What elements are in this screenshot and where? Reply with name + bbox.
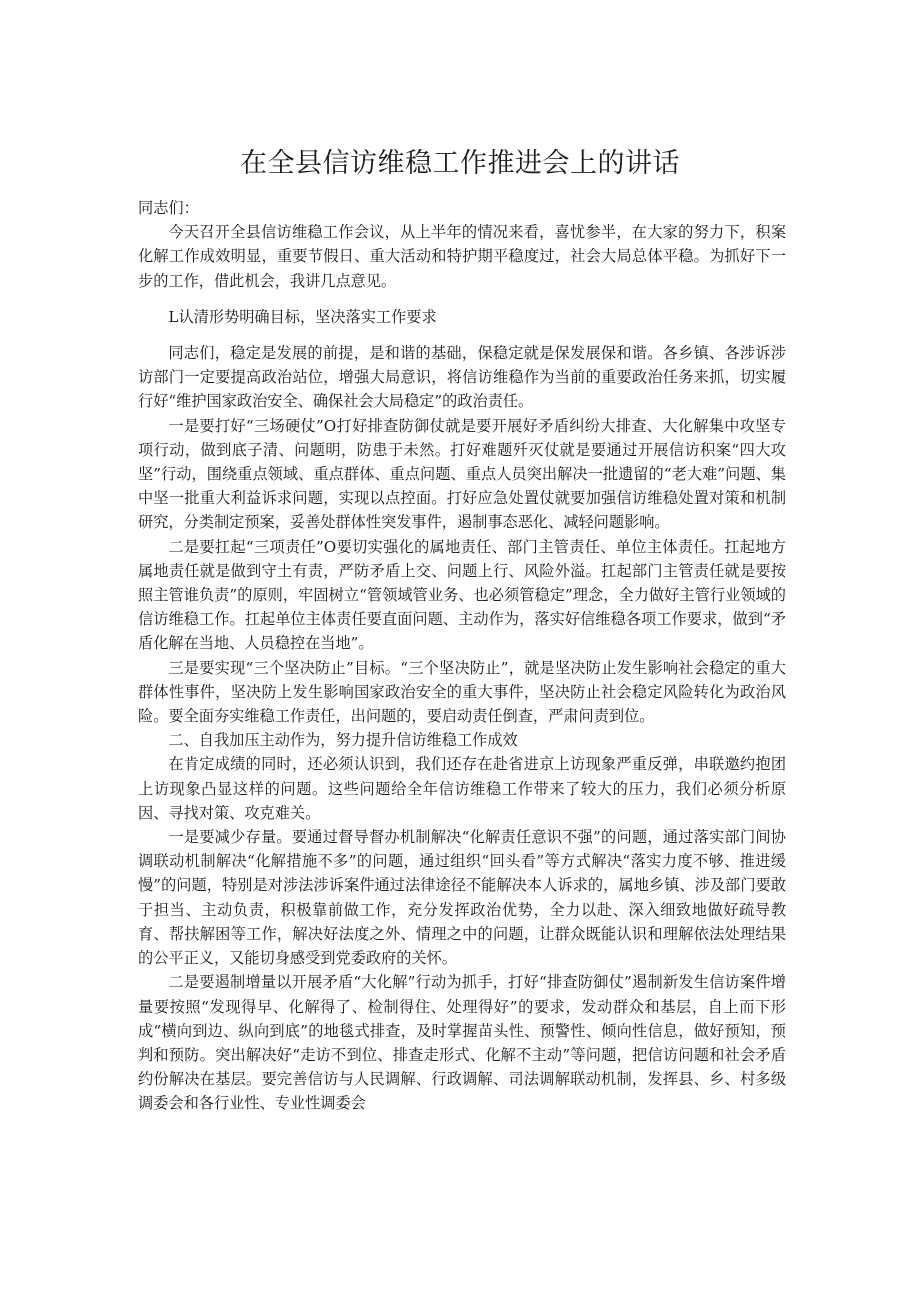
section-heading-2: 二、自我加压主动作为，努力提升信访维稳工作成效 xyxy=(168,731,518,750)
document-body xyxy=(138,196,786,1116)
salutation: 同志们： xyxy=(138,199,199,217)
document-title: 在全县信访维稳工作推进会上的讲话 xyxy=(240,148,680,179)
paragraph: 三是要实现“三个坚决防止”目标。“三个坚决防止”，就是坚决防止发生影响社会稳定的重大群体性事件，坚决防上发生影响国家政治安全的重大事件，坚决防止社会稳定风险转化为政治风险。要全面夯实维稳工作责任，出问题的，要启动责任倒查，严肃问责到位。 xyxy=(138,658,786,726)
paragraph: 一是要减少存量。要通过督导督办机制解决“化解责任意识不强”的问题，通过落实部门间协调联动机制解决“化解措施不多”的问题，通过组织“回头看”等方式解决“落实力度不够、推进缓慢”的问题，特别是对涉法涉诉案件通过法律途径不能解决本人诉求的，属地乡镇、涉及部门要敢于担当、主动负责，积极靠前做工作，充分发挥政治优势，全力以赴、深入细致地做好疏导教育、帮扶解困等工作，解决好法度之外、情理之中的问题，让群众既能认识和理解依法处理结果的公平正义，又能切身感受到党委政府的关怀。 xyxy=(138,828,786,968)
paragraph: 二是要扛起“三项责任”O要切实强化的属地责任、部门主管责任、单位主体责任。扛起地方属地责任就是做到守土有责，严防矛盾上交、问题上行、风险外溢。扛起部门主管责任就是要按照主管谁负责”的原则，牢固树立“管领域管业务、也必须管稳定”理念，全力做好主管行业领域的信访维稳工作。扛起单位主体责任要直面问题、主动作为，落实好信维稳各项工作要求，做到“矛盾化解在当地、人员稳控在当地”。 xyxy=(138,537,786,653)
paragraph: 二是要遏制增量以开展矛盾“大化解”行动为抓手，打好“排查防御仗”遏制新发生信访案件增量要按照“发现得早、化解得了、检制得住、处理得好”的要求，发动群众和基层，自上而下形成“横向到边、纵向到底”的地毯式排查，及时掌握苗头性、预警性、倾向性信息，做好预知，预判和预防。突出解决好“走访不到位、排查走形式、化解不主动”等问题，把信访问题和社会矛盾约份解决在基层。要完善信访与人民调解、行政调解、司法调解联动机制，发挥县、乡、村多级调委会和各行业性、专业性调委会 xyxy=(138,973,786,1113)
paragraph: 在肯定成绩的同时，还必须认识到，我们还存在赴省进京上访现象严重反弹，串联邀约抱团上访现象凸显这样的问题。这些问题给全年信访维稳工作带来了较大的压力，我们必须分析原因、寻找对策、攻克难关。 xyxy=(138,755,786,822)
paragraph: 一是要打好“三场硬仗”O打好排查防御仗就是要开展好矛盾纠纷大排查、大化解集中攻坚专项行动，做到底子清、问题明，防患于未然。打好难题歼灭仗就是要通过开展信访积案“四大攻坚”行动，围绕重点领域、重点群体、重点问题、重点人员突出解决一批遗留的“老大难”问题、集中坚一批重大利益诉求问题，实现以点控面。打好应急处置仗就要加强信访维稳处置对策和机制研究，分类制定预案，妥善处群体性突发事件，遏制事态恶化、减轻问题影响。 xyxy=(138,416,786,532)
section-heading-1: L认清形势明确目标，坚决落实工作要求 xyxy=(168,307,437,326)
paragraph: 同志们，稳定是发展的前提，是和谐的基础，保稳定就是保发展保和谐。各乡镇、各涉诉涉访部门一定要提高政治站位，增强大局意识，将信访维稳作为当前的重要政治任务来抓，切实履行好“维护国家政治安全、确保社会大局稳定”的政治责任。 xyxy=(138,344,786,411)
paragraph-intro: 今天召开全县信访维稳工作会议，从上半年的情况来看，喜忧参半，在大家的努力下，积案化解工作成效明显，重要节假日、重大活动和特护期平稳度过，社会大局总体平稳。为抓好下一步的工作，借此机会，我讲几点意见。 xyxy=(138,223,786,290)
